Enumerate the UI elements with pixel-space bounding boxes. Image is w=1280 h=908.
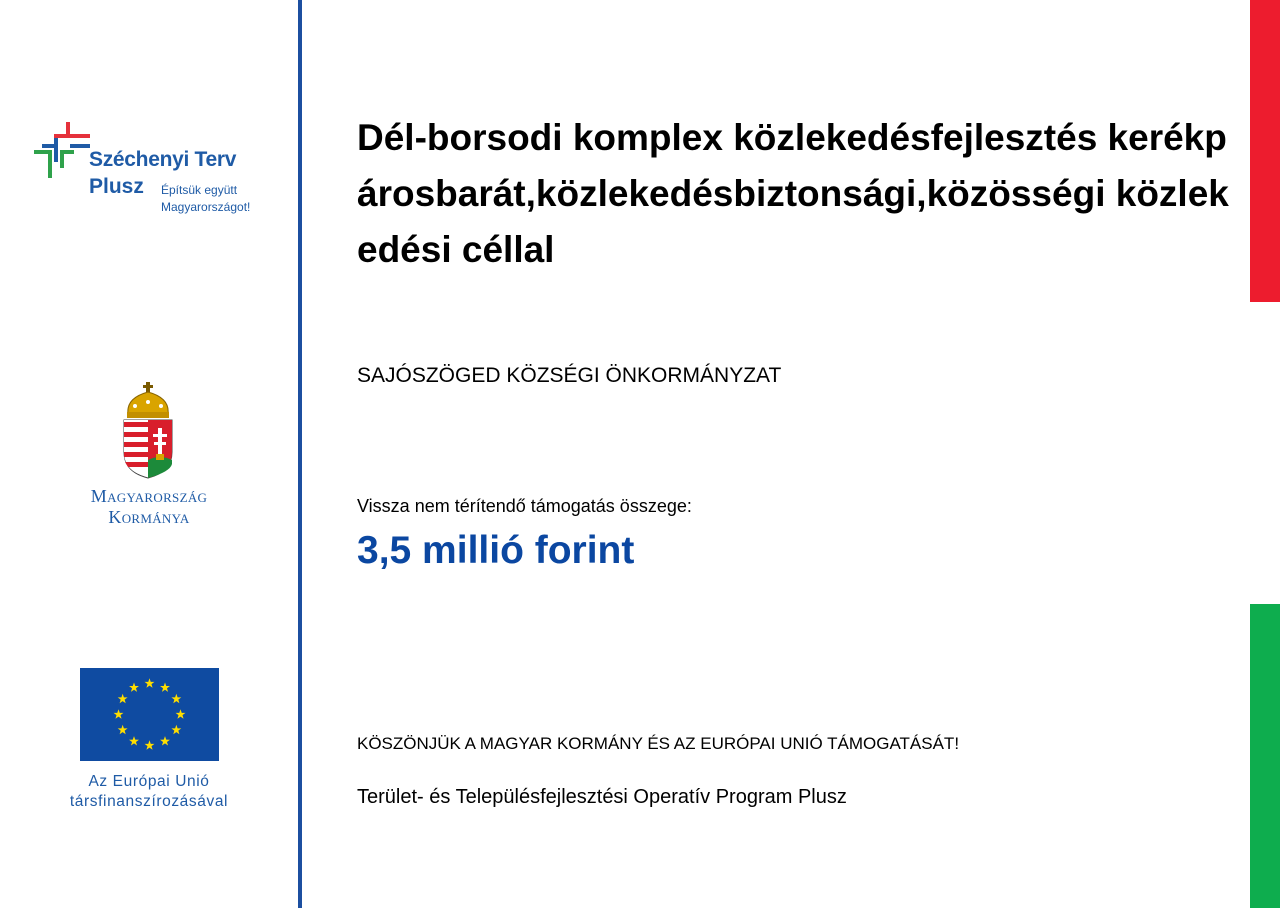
szechenyi-tagline-line2: Magyarországot! — [161, 200, 251, 214]
vertical-divider — [298, 0, 302, 908]
szechenyi-tagline-line1: Építsük együtt — [161, 183, 238, 197]
szechenyi-terv-logo — [34, 122, 274, 222]
eu-cofinancing-caption — [0, 772, 298, 812]
project-title: Dél-borsodi komplex közlekedésfejlesztés kerékpárosbarát,közlekedésbiztonsági,közösségi közlekedési céllal — [357, 117, 1229, 270]
government-name-line1: Magyarország — [90, 486, 208, 506]
program-name: Terület- és Településfejlesztési Operatív Program Plusz — [357, 786, 847, 808]
eu-flag-icon — [80, 668, 219, 761]
thanks-message: KÖSZÖNJÜK A MAGYAR KORMÁNY ÉS AZ EURÓPAI UNIÓ TÁMOGATÁSÁT! — [357, 734, 960, 753]
flag-stripe-green — [1250, 604, 1280, 908]
flag-stripe-red — [1250, 0, 1280, 302]
logo-column — [0, 0, 298, 908]
government-name — [0, 486, 298, 528]
government-name-line2: Kormánya — [108, 507, 190, 527]
szechenyi-name-line1: Széchenyi Terv — [89, 148, 237, 171]
szechenyi-cross-icon — [34, 122, 92, 180]
grant-amount: 3,5 millió forint — [357, 529, 635, 572]
eu-caption-line2: társfinanszírozásával — [69, 793, 229, 810]
eu-caption-line1: Az Európai Unió — [88, 773, 210, 790]
szechenyi-tagline — [161, 182, 250, 216]
grant-label: Vissza nem térítendő támogatás összege: — [357, 496, 692, 516]
hungarian-coat-of-arms-icon — [120, 380, 176, 480]
beneficiary-name: SAJÓSZÖGED KÖZSÉGI ÖNKORMÁNYZAT — [357, 364, 782, 387]
szechenyi-name-line2: Plusz — [89, 175, 144, 198]
